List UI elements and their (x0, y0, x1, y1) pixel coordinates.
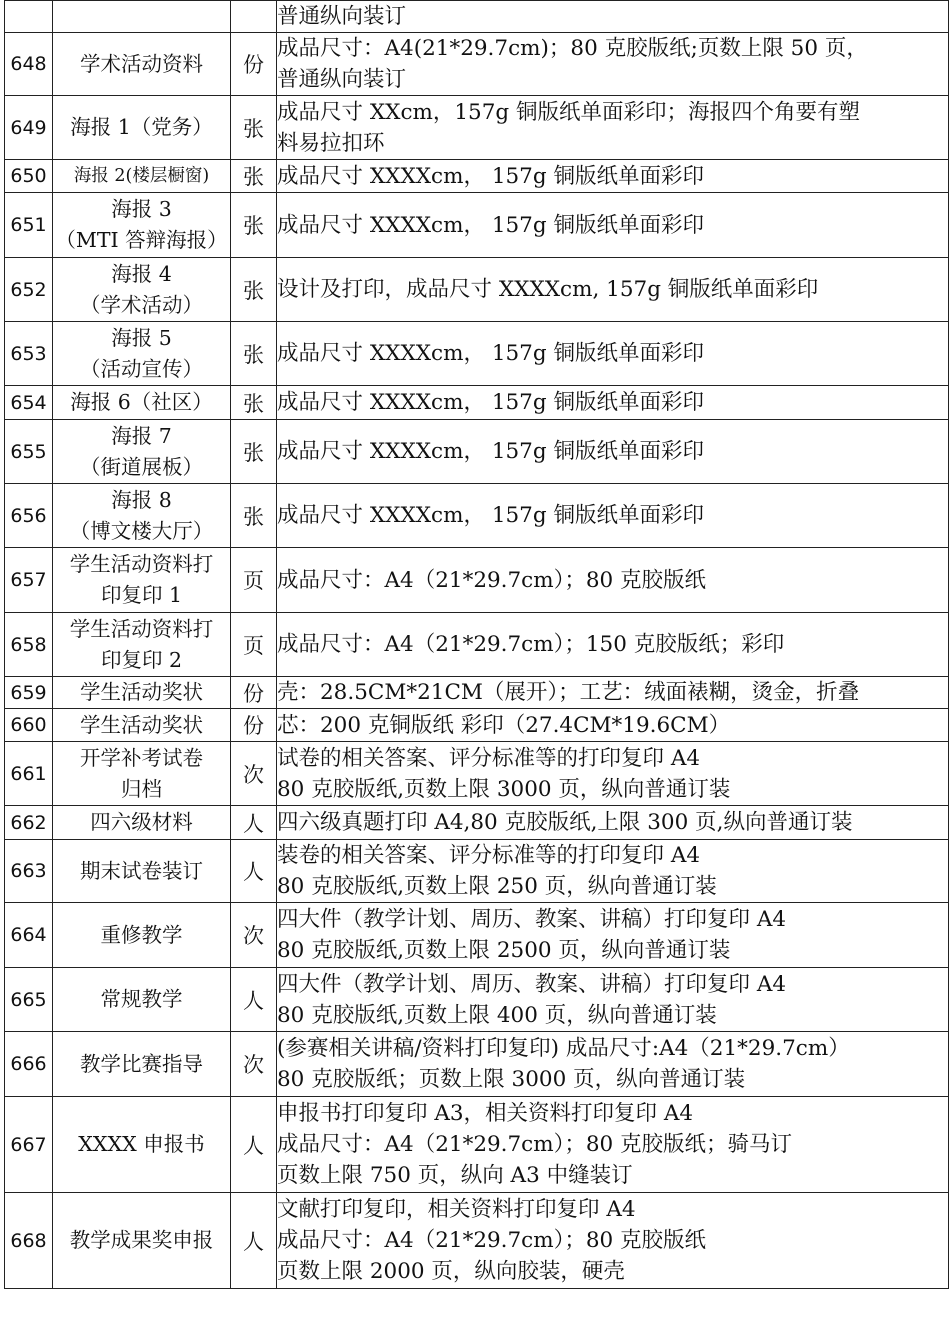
item-spec-line: 成品尺寸：A4（21*29.7cm）；80 克胶版纸；骑马订 (277, 1132, 793, 1157)
item-unit: 次 (231, 903, 277, 968)
item-unit: 张 (231, 484, 277, 548)
item-name (53, 903, 231, 968)
item-spec-line: 申报书打印复印 A3，相关资料打印复印 A4 (277, 1101, 694, 1126)
item-name-line: 学生活动奖状 (80, 680, 203, 704)
table-row (5, 677, 949, 709)
item-name (53, 96, 231, 160)
item-spec-line: 壳：28.5CM*21CM（展开）；工艺：绒面裱糊，烫金，折叠 (277, 680, 860, 705)
item-name-line: 常规教学 (100, 987, 183, 1011)
item-unit: 张 (231, 160, 277, 193)
table-row (5, 1193, 949, 1289)
item-spec-line: 成品尺寸 XXXXcm， 157g 铜版纸单面彩印 (277, 439, 704, 464)
item-unit: 次 (231, 742, 277, 806)
item-spec-line: 成品尺寸 XXcm，157g 铜版纸单面彩印；海报四个角要有塑 (277, 99, 861, 125)
row-number: 663 (5, 840, 53, 903)
item-name-line: 印复印 2 (100, 647, 183, 672)
item-spec-line: 80 克胶版纸,页数上限 400 页，纵向普通订装 (277, 1002, 717, 1028)
row-number: 649 (5, 96, 53, 160)
item-name-line: 教学成果奖申报 (69, 1228, 214, 1252)
table-row (5, 806, 949, 840)
row-number: 662 (5, 806, 53, 840)
item-spec-line: 四大件（教学计划、周历、教案、讲稿）打印复印 A4 (277, 971, 787, 997)
item-spec (277, 709, 949, 742)
item-unit: 人 (231, 1097, 277, 1193)
item-spec-line: 四大件（教学计划、周历、教案、讲稿）打印复印 A4 (277, 907, 787, 932)
item-unit: 份 (231, 677, 277, 709)
item-spec-line: 页数上限 750 页，纵向 A3 中缝装订 (277, 1163, 633, 1188)
row-number: 667 (5, 1097, 53, 1193)
item-unit: 人 (231, 806, 277, 840)
item-spec-line: 成品尺寸 XXXXcm， 157g 铜版纸单面彩印 (277, 503, 704, 528)
row-number: 650 (5, 160, 53, 193)
item-spec (277, 258, 949, 322)
item-unit: 页 (231, 613, 277, 677)
table-row (5, 903, 949, 968)
item-unit (231, 1, 277, 33)
item-unit: 张 (231, 386, 277, 420)
item-spec-line: 80 克胶版纸；页数上限 3000 页，纵向普通订装 (277, 1067, 746, 1092)
table-row (5, 613, 949, 677)
item-unit: 张 (231, 193, 277, 258)
row-number: 668 (5, 1193, 53, 1289)
item-spec-line: 成品尺寸 XXXXcm， 157g 铜版纸单面彩印 (277, 390, 704, 415)
item-name-line: 海报 8 (111, 487, 172, 512)
item-name-line: XXXX 申报书 (78, 1132, 205, 1156)
item-spec (277, 193, 949, 258)
item-name-line: 海报 7 (111, 423, 172, 448)
item-name (53, 1032, 231, 1097)
table-row (5, 96, 949, 160)
row-number: 661 (5, 742, 53, 806)
item-name (53, 677, 231, 709)
item-unit: 次 (231, 1032, 277, 1097)
item-name-line: 学生活动资料打 (69, 552, 214, 576)
item-name (53, 840, 231, 903)
item-name-line: 海报 3 (111, 197, 172, 221)
table-row (5, 742, 949, 806)
item-spec-line: 成品尺寸：A4(21*29.7cm)；80 克胶版纸;页数上限 50 页， (277, 36, 868, 61)
row-number: 656 (5, 484, 53, 548)
table-row (5, 420, 949, 484)
table-row (5, 322, 949, 386)
item-spec (277, 806, 949, 840)
item-spec (277, 677, 949, 709)
item-name (53, 709, 231, 742)
row-number: 655 (5, 420, 53, 484)
table-row (5, 258, 949, 322)
item-spec (277, 613, 949, 677)
item-name-line: （MTI 答辩海报） (55, 228, 228, 252)
item-name (53, 484, 231, 548)
item-spec-line: 料易拉扣环 (277, 130, 385, 156)
item-spec-line: 成品尺寸：A4（21*29.7cm）；80 克胶版纸 (277, 567, 707, 593)
item-name (53, 160, 231, 193)
item-name (53, 548, 231, 613)
item-spec (277, 1032, 949, 1097)
row-number: 651 (5, 193, 53, 258)
item-spec-line: 设计及打印，成品尺寸 XXXXcm, 157g 铜版纸单面彩印 (277, 277, 819, 302)
table-row (5, 709, 949, 742)
table-row (5, 1097, 949, 1193)
item-spec-line: 普通纵向装订 (277, 4, 407, 29)
item-name-line: 期末试卷装订 (80, 858, 203, 883)
item-unit: 人 (231, 840, 277, 903)
item-name (53, 613, 231, 677)
item-spec (277, 1193, 949, 1289)
row-number: 653 (5, 322, 53, 386)
print-spec-table (4, 0, 949, 1289)
item-unit: 人 (231, 1193, 277, 1289)
table-row (5, 386, 949, 420)
item-spec (277, 840, 949, 903)
item-spec (277, 1097, 949, 1193)
row-number: 652 (5, 258, 53, 322)
table-row (5, 193, 949, 258)
item-unit: 页 (231, 548, 277, 613)
table-row (5, 33, 949, 96)
item-name (53, 33, 231, 96)
item-spec-line: 80 克胶版纸,页数上限 3000 页，纵向普通订装 (277, 776, 731, 802)
item-spec-line: 80 克胶版纸,页数上限 2500 页，纵向普通订装 (277, 938, 731, 963)
item-name-line: 四六级材料 (90, 810, 193, 834)
item-spec-line: 试卷的相关答案、评分标准等的打印复印 A4 (277, 745, 701, 771)
item-name-line: 学术活动资料 (80, 51, 203, 76)
item-spec (277, 96, 949, 160)
item-spec-line: 普通纵向装订 (277, 67, 407, 92)
item-name (53, 386, 231, 420)
item-name-line: 海报 5 (111, 325, 172, 350)
table-row (5, 1032, 949, 1097)
item-unit: 张 (231, 322, 277, 386)
row-number: 665 (5, 968, 53, 1032)
table-row (5, 1, 949, 33)
row-number: 657 (5, 548, 53, 613)
row-number: 660 (5, 709, 53, 742)
item-spec (277, 968, 949, 1032)
item-name-line: （街道展板） (80, 454, 203, 479)
item-spec (277, 548, 949, 613)
item-name-line: （博文楼大厅） (69, 518, 214, 543)
item-name-line: （学术活动） (80, 292, 203, 317)
item-name (53, 968, 231, 1032)
item-spec-line: 80 克胶版纸,页数上限 250 页，纵向普通订装 (277, 874, 717, 899)
item-name-line: 学生活动奖状 (80, 712, 203, 737)
item-spec (277, 484, 949, 548)
item-spec (277, 420, 949, 484)
item-name (53, 420, 231, 484)
item-unit: 份 (231, 709, 277, 742)
item-name (53, 258, 231, 322)
item-name (53, 1097, 231, 1193)
item-spec-line: 四六级真题打印 A4,80 克胶版纸,上限 300 页,纵向普通订装 (277, 810, 853, 835)
table-row (5, 968, 949, 1032)
item-name-line: 教学比赛指导 (80, 1051, 203, 1076)
item-spec (277, 160, 949, 193)
item-spec-line: 成品尺寸 XXXXcm， 157g 铜版纸单面彩印 (277, 163, 704, 189)
item-spec (277, 322, 949, 386)
item-name (53, 1193, 231, 1289)
item-name-line: 海报 2(楼层橱窗) (73, 165, 210, 186)
item-name-line: 海报 1（党务） (70, 115, 213, 139)
row-number: 658 (5, 613, 53, 677)
item-spec-line: 芯：200 克铜版纸 彩印（27.4CM*19.6CM） (277, 712, 731, 738)
table-row (5, 840, 949, 903)
item-name-line: 印复印 1 (100, 583, 183, 607)
item-name-line: 海报 6（社区） (70, 390, 213, 414)
item-name-line: 学生活动资料打 (69, 616, 214, 641)
item-spec-line: 成品尺寸 XXXXcm， 157g 铜版纸单面彩印 (277, 341, 704, 366)
row-number: 648 (5, 33, 53, 96)
item-name (53, 1, 231, 33)
row-number: 654 (5, 386, 53, 420)
item-unit: 张 (231, 96, 277, 160)
table-body (5, 1, 949, 1289)
item-name-line: （活动宣传） (80, 356, 203, 381)
table-row (5, 160, 949, 193)
item-name (53, 322, 231, 386)
item-name (53, 193, 231, 258)
item-name (53, 806, 231, 840)
table-row (5, 484, 949, 548)
item-spec (277, 742, 949, 806)
item-name-line: 海报 4 (111, 261, 172, 286)
item-spec-line: 页数上限 2000 页，纵向胶装，硬壳 (277, 1259, 625, 1284)
item-spec (277, 33, 949, 96)
item-spec-line: 成品尺寸 XXXXcm， 157g 铜版纸单面彩印 (277, 212, 704, 238)
item-spec-line: (参赛相关讲稿/资料打印复印) 成品尺寸:A4（21*29.7cm） (277, 1036, 850, 1061)
item-spec (277, 386, 949, 420)
item-spec-line: 成品尺寸：A4（21*29.7cm）；150 克胶版纸；彩印 (277, 632, 785, 657)
item-name-line: 归档 (121, 776, 162, 801)
item-spec-line: 装卷的相关答案、评分标准等的打印复印 A4 (277, 843, 701, 868)
item-spec (277, 903, 949, 968)
item-unit: 张 (231, 258, 277, 322)
item-name-line: 开学补考试卷 (80, 745, 203, 770)
item-name-line: 重修教学 (100, 922, 183, 947)
row-number: 664 (5, 903, 53, 968)
item-unit: 份 (231, 33, 277, 96)
table-row (5, 548, 949, 613)
row-number: 659 (5, 677, 53, 709)
item-unit: 人 (231, 968, 277, 1032)
row-number (5, 1, 53, 33)
item-name (53, 742, 231, 806)
item-unit: 张 (231, 420, 277, 484)
row-number: 666 (5, 1032, 53, 1097)
item-spec-line: 文献打印复印，相关资料打印复印 A4 (277, 1197, 636, 1222)
item-spec-line: 成品尺寸：A4（21*29.7cm）；80 克胶版纸 (277, 1228, 707, 1253)
item-spec (277, 1, 949, 33)
